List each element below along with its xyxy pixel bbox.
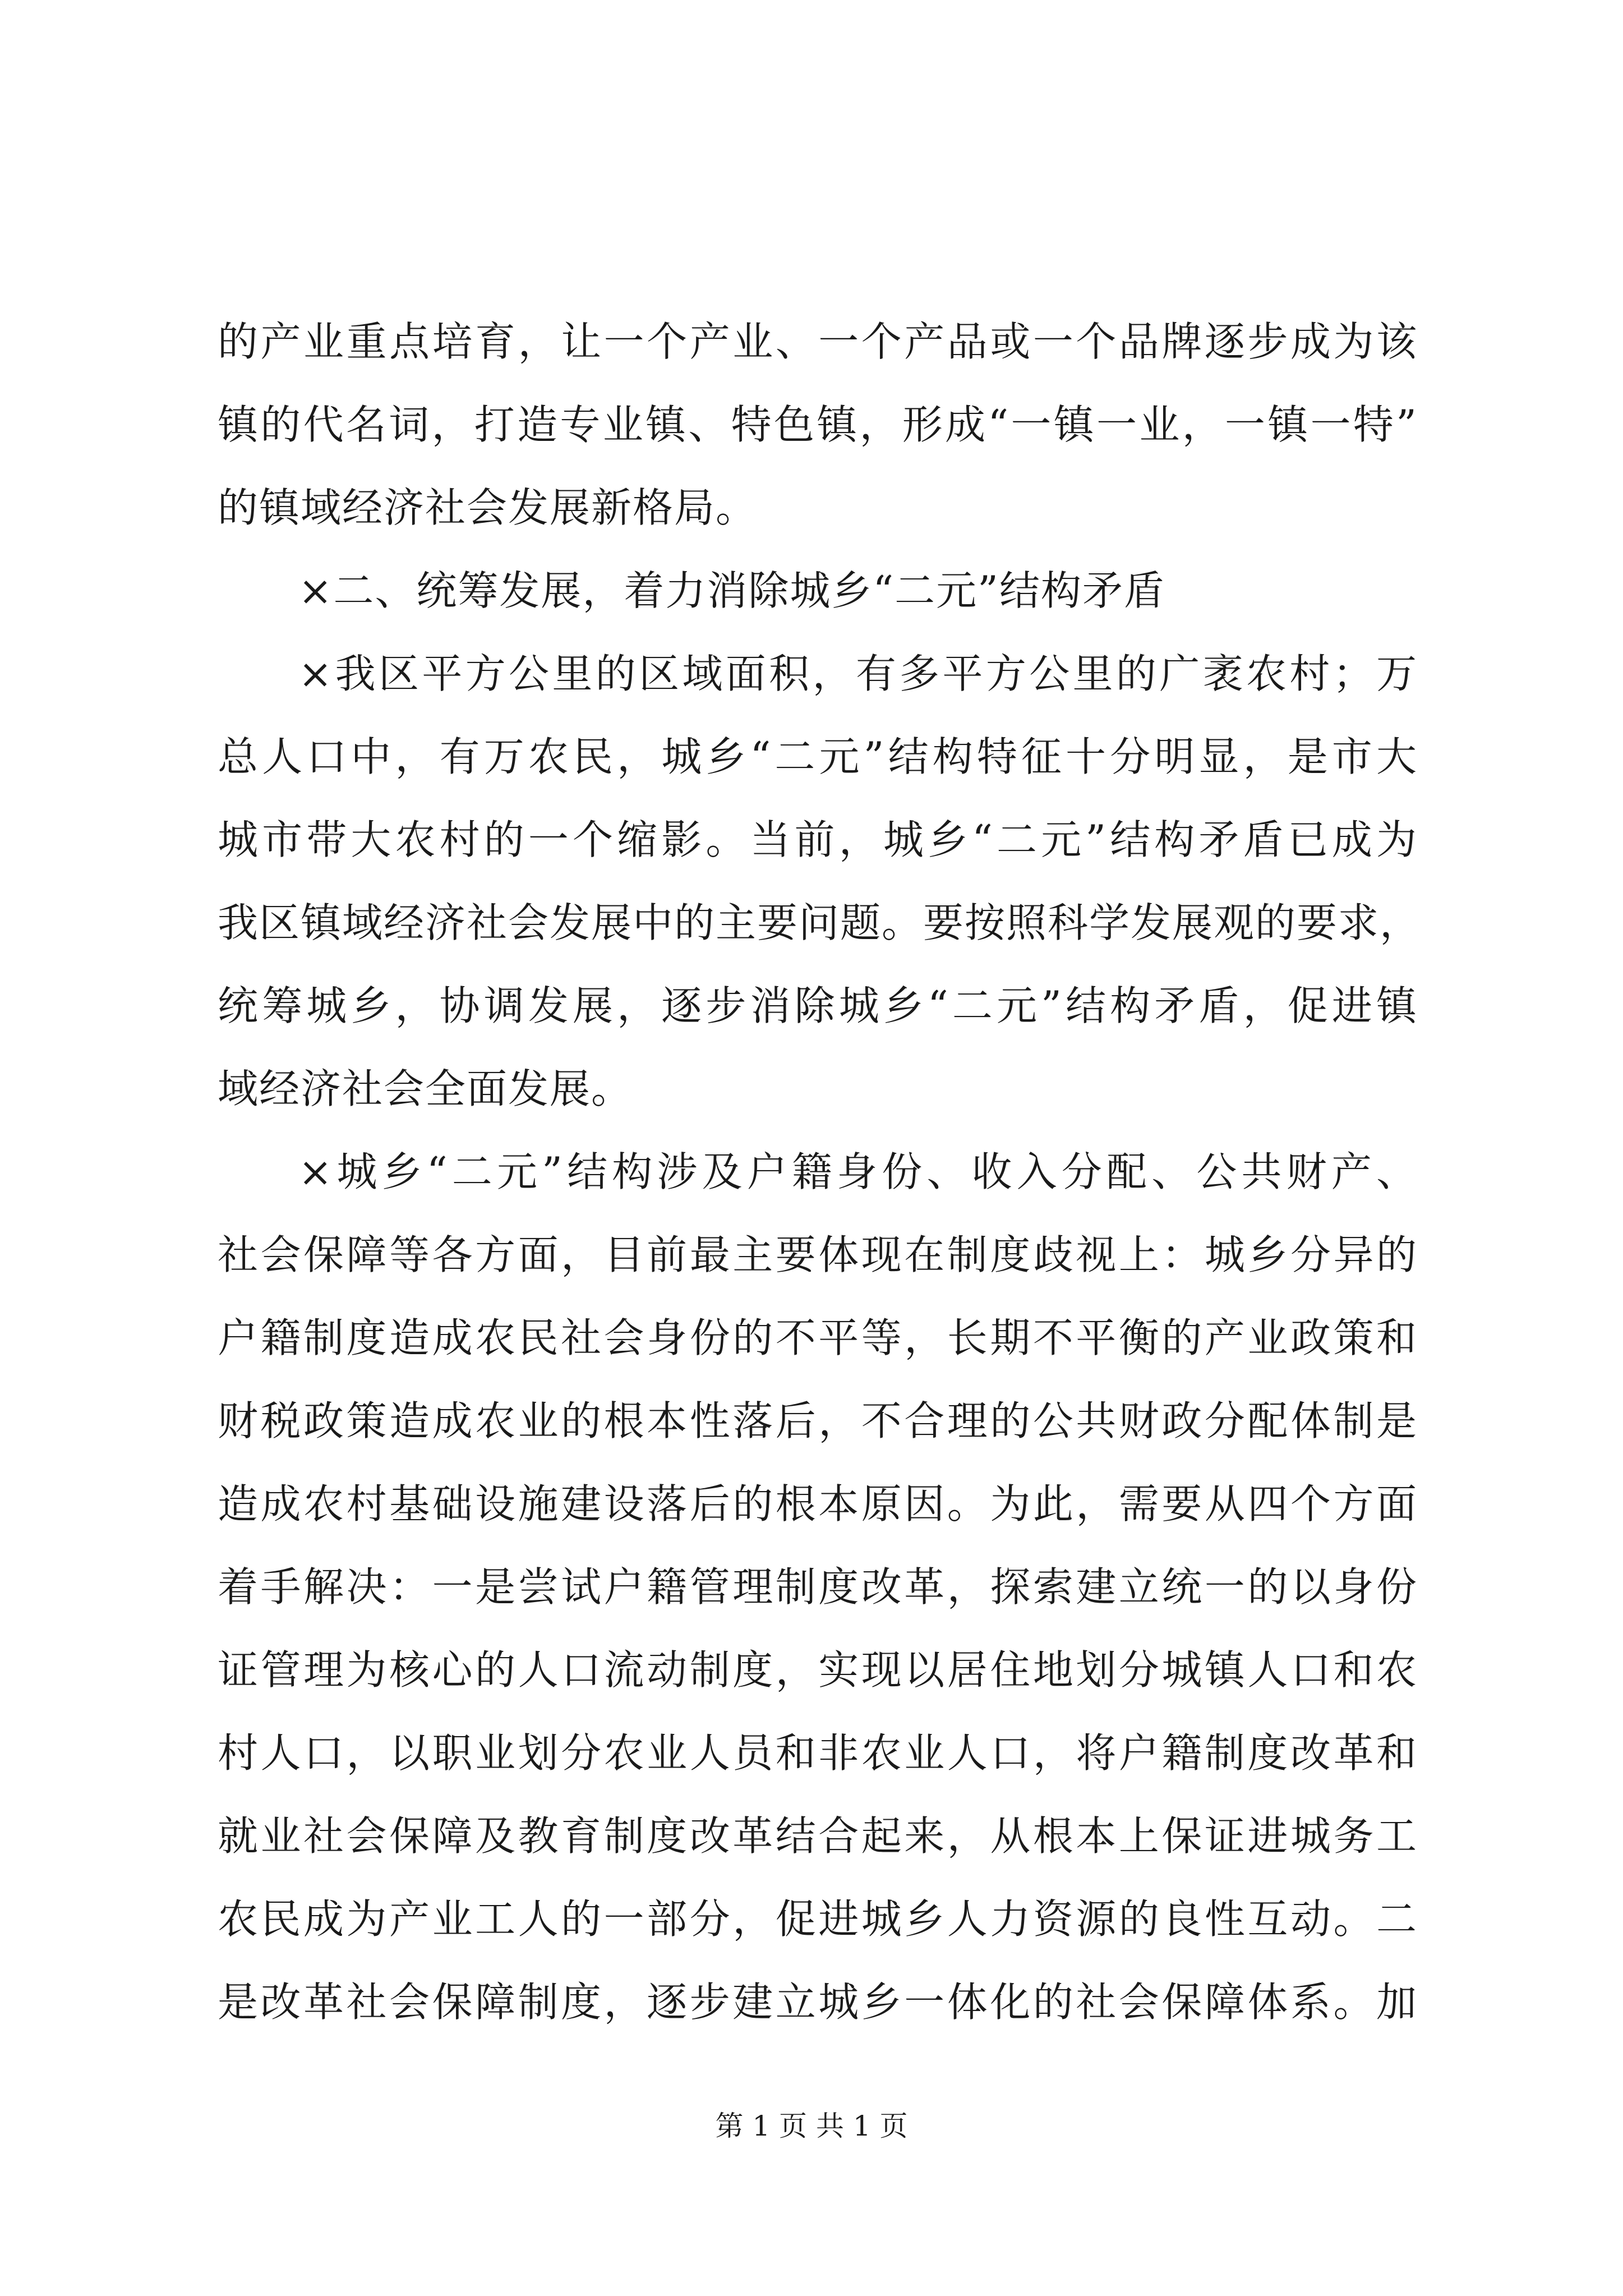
text-line: 就业社会保障及教育制度改革结合起来，从根本上保证进城务工 [218,1812,1418,1860]
section-heading: ×二、统筹发展，着力消除城乡“二元”结构矛盾 [298,567,1165,614]
text-line: 财税政策造成农业的根本性落后，不合理的公共财政分配体制是 [218,1397,1418,1444]
text-line: 是改革社会保障制度，逐步建立城乡一体化的社会保障体系。加 [218,1978,1418,2026]
text-line: ×城乡“二元”结构涉及户籍身份、收入分配、公共财产、 [298,1148,1418,1195]
document-body [218,300,1422,2044]
text-line: 域经济社会全面发展。 [218,1065,633,1112]
text-line: ×我区平方公里的区域面积，有多平方公里的广袤农村；万 [298,650,1418,697]
text-line: 着手解决：一是尝试户籍管理制度改革，探索建立统一的以身份 [218,1563,1418,1611]
text-line: 的产业重点培育，让一个产业、一个产品或一个品牌逐步成为该 [218,318,1418,365]
text-line: 证管理为核心的人口流动制度，实现以居住地划分城镇人口和农 [218,1646,1418,1694]
text-line: 村人口，以职业划分农业人员和非农业人口，将户籍制度改革和 [218,1729,1418,1777]
text-line: 统筹城乡，协调发展，逐步消除城乡“二元”结构矛盾，促进镇 [218,982,1418,1029]
text-line: 社会保障等各方面，目前最主要体现在制度歧视上：城乡分异的 [218,1231,1418,1278]
text-line: 城市带大农村的一个缩影。当前，城乡“二元”结构矛盾已成为 [218,816,1418,863]
text-line: 农民成为产业工人的一部分，促进城乡人力资源的良性互动。二 [218,1895,1418,1943]
page-number-footer: 第 1 页 共 1 页 [715,2110,908,2142]
text-line: 的镇域经济社会发展新格局。 [218,484,758,531]
text-line: 镇的代名词，打造专业镇、特色镇，形成“一镇一业，一镇一特” [218,401,1418,448]
text-line: 造成农村基础设施建设落后的根本原因。为此，需要从四个方面 [218,1480,1418,1527]
text-line: 我区镇域经济社会发展中的主要问题。要按照科学发展观的要求， [218,899,1422,946]
text-line: 总人口中，有万农民，城乡“二元”结构特征十分明显，是市大 [218,733,1418,780]
text-line: 户籍制度造成农民社会身份的不平等，长期不平衡的产业政策和 [218,1314,1418,1361]
